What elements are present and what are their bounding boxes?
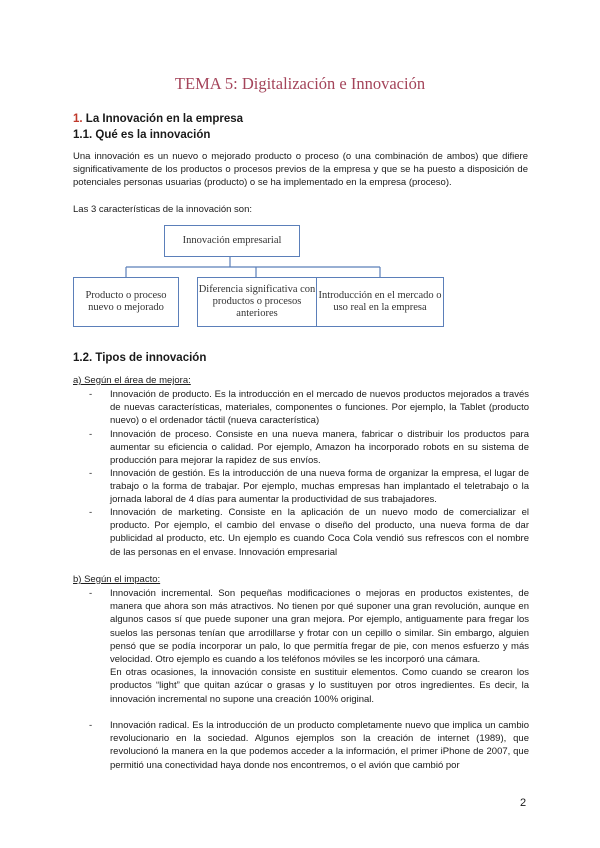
diagram-child-box: Introducción en el mercado o uso real en la empresa xyxy=(316,277,444,327)
page-number: 2 xyxy=(520,797,527,809)
list-item-text: Innovación de proceso. Consiste en una nueva manera, fabricar o distribuir los productos para aumentar su eficiencia o calidad. Por ejemplo, Amazon ha incorporado robots en su sistema de producción para mejorar la rapidez de sus envíos. xyxy=(110,429,529,467)
list-item xyxy=(89,587,529,706)
section-heading-1-1: 1.1. Qué es la innovación xyxy=(73,129,211,141)
list-bullet: - xyxy=(89,720,93,731)
list-item-text: Innovación de marketing. Consiste en la aplicación de un nuevo modo de comercializar el producto. Por ejemplo, el cambio del envase o diseño del producto, una nueva forma de dar publicidad al producto, etc. Un ejemplo es cuando Coca Cola vendió sus refrescos con el nombre de las personas en el envase. Innovación empresarial xyxy=(110,507,529,558)
list-item xyxy=(89,428,529,468)
list-item-text: Innovación de gestión. Es la introducción de una nueva forma de organizar la empresa, el lugar de trabajo o la forma de trabajar. Por ejemplo, muchas empresas han implantado el teletrabajo o la jornada laboral de 4 días para aumentar la productividad de sus trabajadores. xyxy=(110,468,529,506)
group-a-heading: a) Según el área de mejora: xyxy=(73,375,191,386)
diagram-root-box: Innovación empresarial xyxy=(164,225,300,257)
characteristics-intro: Las 3 características de la innovación son: xyxy=(73,204,253,215)
section-heading-1-2: 1.2. Tipos de innovación xyxy=(73,352,207,364)
list-item-text: Innovación radical. Es la introducción de un producto completamente nuevo que implica un cambio revolucionario en la sociedad. Algunos ejemplos son la creación de internet (1989), que revolucionó la manera en la que podemos acceder a la información, el primer iPhone de 2007, que permitió una conectividad haya donde nos encontremos, o el avión que cambió por xyxy=(110,720,529,771)
list-item xyxy=(89,506,529,559)
list-bullet: - xyxy=(89,389,93,400)
list-bullet: - xyxy=(89,468,93,479)
section-heading-text: La Innovación en la empresa xyxy=(82,113,244,125)
list-bullet: - xyxy=(89,429,93,440)
list-item-text: Innovación de producto. Es la introducción en el mercado de nuevos productos mejorados a través de nuevas características, materiales, componentes o funciones. Por ejemplo, la Tablet (producto nuevo) o el ordenador táctil (nueva característica) xyxy=(110,389,529,427)
section-number: 1. xyxy=(73,113,83,125)
list-item-text: Innovación incremental. Son pequeñas modificaciones o mejoras en productos existentes, de manera que ahora son más atractivos. No tienen por qué suponer una gran revolución, aunque en algunos casos sí que puede suponer una gran mejora. Por ejemplo, antiguamente para fregar los suelos las personas tenían que arrodillarse y frotar con un cepillo o similar. Sin embargo, alguien pensó que se podía incorporar un palo, lo que permitía fregar de pie, con menos esfuerzo y más velocidad. Otro ejemplo es cuando a los teléfonos móviles se les incorporó una cámara. xyxy=(110,588,529,666)
group-b-heading: b) Según el impacto: xyxy=(73,574,161,585)
definition-paragraph: Una innovación es un nuevo o mejorado producto o proceso (o una combinación de ambos) que difiere significativamente de los productos o procesos previos de la empresa y que se ha puesto a disposición de potenciales personas usuarias (producto) o se ha implementado en la empresa (proceso). xyxy=(73,151,528,189)
list-bullet: - xyxy=(89,588,93,599)
list-bullet: - xyxy=(89,507,93,518)
list-item-continuation: En otras ocasiones, la innovación consiste en sustituir elementos. Como cuando se crearon los productos “light” que quitan azúcar o grasas y lo sustituyen por otros ingredientes. Es decir, la innovación incremental no supone una creación 100% original. xyxy=(110,667,529,705)
characteristics-diagram xyxy=(70,220,530,335)
diagram-child-box: Diferencia significativa con productos o procesos anteriores xyxy=(197,277,317,327)
diagram-child-box: Producto o proceso nuevo o mejorado xyxy=(73,277,179,327)
list-item xyxy=(89,719,529,772)
list-item xyxy=(89,467,529,507)
list-item xyxy=(89,388,529,428)
page-title: TEMA 5: Digitalización e Innovación xyxy=(174,74,426,93)
section-heading-1 xyxy=(73,113,243,125)
